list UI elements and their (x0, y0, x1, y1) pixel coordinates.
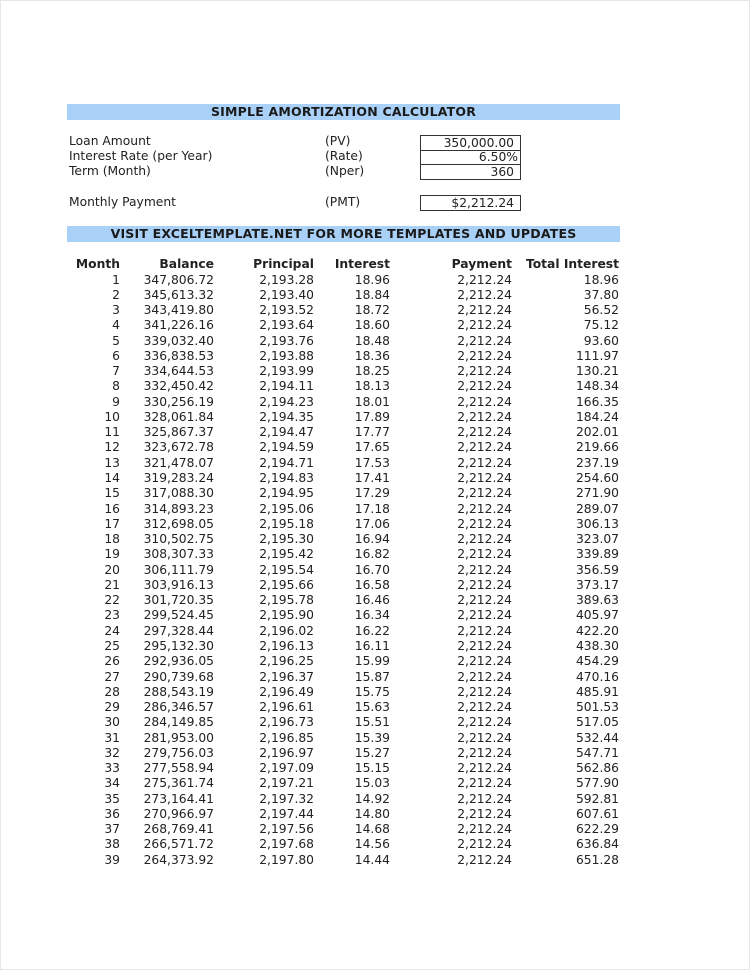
table-row (0, 364, 750, 379)
title-banner: SIMPLE AMORTIZATION CALCULATOR (67, 104, 620, 120)
cell-total-interest: 470.16 (575, 669, 619, 684)
cell-interest: 16.46 (354, 593, 390, 608)
cell-principal: 2,196.61 (259, 700, 314, 715)
cell-interest: 16.82 (354, 547, 390, 562)
cell-interest: 15.15 (354, 761, 390, 776)
cell-balance: 332,450.42 (143, 379, 214, 394)
cell-principal: 2,196.97 (259, 745, 314, 760)
cell-payment: 2,212.24 (457, 776, 512, 791)
cell-interest: 14.44 (354, 852, 390, 867)
cell-month: 29 (104, 700, 120, 715)
cell-month: 28 (104, 684, 120, 699)
cell-total-interest: 111.97 (575, 348, 619, 363)
cell-payment: 2,212.24 (457, 638, 512, 653)
cell-balance: 328,061.84 (143, 409, 214, 424)
cell-interest: 17.53 (354, 455, 390, 470)
table-row (0, 379, 750, 394)
table-row (0, 318, 750, 333)
cell-payment: 2,212.24 (457, 532, 512, 547)
cell-interest: 15.51 (354, 715, 390, 730)
cell-total-interest: 323.07 (575, 532, 619, 547)
cell-principal: 2,193.76 (259, 333, 314, 348)
cell-balance: 306,111.79 (143, 562, 214, 577)
cell-month: 27 (104, 669, 120, 684)
cell-payment: 2,212.24 (457, 654, 512, 669)
cell-total-interest: 148.34 (575, 379, 619, 394)
cell-month: 15 (104, 486, 120, 501)
table-row (0, 776, 750, 791)
cell-month: 34 (104, 776, 120, 791)
cell-payment: 2,212.24 (457, 791, 512, 806)
cell-payment: 2,212.24 (457, 577, 512, 592)
table-row (0, 715, 750, 730)
cell-balance: 299,524.45 (143, 608, 214, 623)
cell-interest: 15.87 (354, 669, 390, 684)
cell-total-interest: 130.21 (575, 364, 619, 379)
cell-principal: 2,197.32 (259, 791, 314, 806)
cell-total-interest: 93.60 (583, 333, 619, 348)
cell-interest: 15.99 (354, 654, 390, 669)
cell-total-interest: 636.84 (575, 837, 619, 852)
interest-rate-value: 6.50% (478, 150, 518, 164)
cell-balance: 279,756.03 (143, 745, 214, 760)
cell-month: 25 (104, 638, 120, 653)
cell-principal: 2,195.90 (259, 608, 314, 623)
cell-payment: 2,212.24 (457, 669, 512, 684)
cell-payment: 2,212.24 (457, 318, 512, 333)
cell-total-interest: 271.90 (575, 486, 619, 501)
cell-principal: 2,195.78 (259, 593, 314, 608)
cell-payment: 2,212.24 (457, 455, 512, 470)
cell-total-interest: 651.28 (575, 852, 619, 867)
cell-interest: 16.22 (354, 623, 390, 638)
cell-month: 37 (104, 822, 120, 837)
cell-total-interest: 532.44 (575, 730, 619, 745)
term-code: (Nper) (325, 164, 365, 178)
table-row (0, 746, 750, 761)
cell-principal: 2,193.99 (259, 364, 314, 379)
table-row (0, 334, 750, 349)
cell-month: 35 (104, 791, 120, 806)
cell-payment: 2,212.24 (457, 730, 512, 745)
promo-banner[interactable]: VISIT EXCELTEMPLATE.NET FOR MORE TEMPLATES AND UPDATES (67, 226, 620, 242)
cell-principal: 2,195.18 (259, 516, 314, 531)
cell-payment: 2,212.24 (457, 852, 512, 867)
cell-month: 23 (104, 608, 120, 623)
table-row (0, 639, 750, 654)
cell-payment: 2,212.24 (457, 303, 512, 318)
cell-balance: 281,953.00 (143, 730, 214, 745)
cell-payment: 2,212.24 (457, 486, 512, 501)
cell-principal: 2,194.71 (259, 455, 314, 470)
table-row (0, 578, 750, 593)
cell-balance: 295,132.30 (143, 638, 214, 653)
table-row (0, 288, 750, 303)
cell-month: 38 (104, 837, 120, 852)
cell-payment: 2,212.24 (457, 348, 512, 363)
monthly-payment-value: $2,212.24 (451, 196, 514, 210)
header-interest: Interest (334, 257, 390, 271)
cell-month: 18 (104, 532, 120, 547)
table-row (0, 532, 750, 547)
cell-interest: 15.39 (354, 730, 390, 745)
cell-payment: 2,212.24 (457, 822, 512, 837)
cell-principal: 2,196.37 (259, 669, 314, 684)
table-row (0, 395, 750, 410)
cell-month: 32 (104, 745, 120, 760)
cell-principal: 2,196.02 (259, 623, 314, 638)
table-row (0, 822, 750, 837)
table-row (0, 517, 750, 532)
cell-principal: 2,194.47 (259, 425, 314, 440)
cell-month: 13 (104, 455, 120, 470)
cell-principal: 2,197.68 (259, 837, 314, 852)
table-row (0, 456, 750, 471)
cell-month: 3 (112, 303, 120, 318)
cell-total-interest: 219.66 (575, 440, 619, 455)
cell-payment: 2,212.24 (457, 806, 512, 821)
cell-balance: 273,164.41 (143, 791, 214, 806)
cell-payment: 2,212.24 (457, 501, 512, 516)
cell-total-interest: 622.29 (575, 822, 619, 837)
cell-month: 22 (104, 593, 120, 608)
cell-payment: 2,212.24 (457, 593, 512, 608)
cell-balance: 345,613.32 (143, 287, 214, 302)
cell-total-interest: 18.96 (583, 272, 619, 287)
cell-principal: 2,197.44 (259, 806, 314, 821)
header-month: Month (75, 257, 120, 271)
cell-principal: 2,197.56 (259, 822, 314, 837)
cell-month: 21 (104, 577, 120, 592)
table-row (0, 731, 750, 746)
cell-balance: 325,867.37 (143, 425, 214, 440)
cell-balance: 343,419.80 (143, 303, 214, 318)
cell-interest: 16.58 (354, 577, 390, 592)
term-label: Term (Month) (69, 164, 151, 178)
loan-amount-input[interactable] (420, 135, 521, 151)
cell-total-interest: 237.19 (575, 455, 619, 470)
cell-payment: 2,212.24 (457, 425, 512, 440)
interest-rate-code: (Rate) (325, 149, 363, 163)
cell-month: 5 (112, 333, 120, 348)
cell-payment: 2,212.24 (457, 715, 512, 730)
cell-month: 20 (104, 562, 120, 577)
cell-payment: 2,212.24 (457, 684, 512, 699)
cell-interest: 17.89 (354, 409, 390, 424)
cell-interest: 17.41 (354, 471, 390, 485)
table-row (0, 761, 750, 776)
cell-month: 8 (112, 379, 120, 394)
loan-amount-value: 350,000.00 (443, 136, 514, 150)
cell-balance: 297,328.44 (143, 623, 214, 638)
cell-principal: 2,195.30 (259, 532, 314, 547)
cell-balance: 334,644.53 (143, 364, 214, 379)
cell-payment: 2,212.24 (457, 837, 512, 852)
cell-payment: 2,212.24 (457, 364, 512, 379)
cell-month: 36 (104, 806, 120, 821)
cell-principal: 2,195.66 (259, 577, 314, 592)
cell-month: 1 (112, 272, 120, 287)
cell-interest: 18.96 (354, 272, 390, 287)
cell-balance: 347,806.72 (143, 272, 214, 287)
cell-interest: 15.75 (354, 684, 390, 699)
cell-total-interest: 306.13 (575, 516, 619, 531)
cell-balance: 286,346.57 (143, 700, 214, 715)
cell-payment: 2,212.24 (457, 700, 512, 715)
table-row (0, 700, 750, 715)
cell-total-interest: 166.35 (575, 394, 619, 409)
cell-balance: 330,256.19 (143, 394, 214, 409)
cell-interest: 16.34 (354, 608, 390, 623)
cell-total-interest: 356.59 (575, 562, 619, 577)
cell-principal: 2,197.21 (259, 776, 314, 791)
interest-rate-label: Interest Rate (per Year) (69, 149, 213, 163)
cell-month: 2 (112, 287, 120, 302)
cell-month: 17 (104, 516, 120, 531)
interest-rate-input[interactable] (420, 150, 521, 165)
cell-payment: 2,212.24 (457, 333, 512, 348)
cell-month: 19 (104, 547, 120, 562)
cell-balance: 339,032.40 (143, 333, 214, 348)
table-row (0, 792, 750, 807)
term-value: 360 (490, 165, 514, 179)
cell-balance: 323,672.78 (143, 440, 214, 455)
cell-total-interest: 562.86 (575, 761, 619, 776)
table-row (0, 273, 750, 288)
cell-total-interest: 592.81 (575, 791, 619, 806)
cell-balance: 310,502.75 (143, 532, 214, 547)
cell-balance: 290,739.68 (143, 669, 214, 684)
table-row (0, 547, 750, 562)
cell-payment: 2,212.24 (457, 394, 512, 409)
header-balance: Balance (159, 257, 214, 271)
cell-total-interest: 339.89 (575, 547, 619, 562)
cell-balance: 277,558.94 (143, 761, 214, 776)
header-total-interest: Total Interest (525, 257, 619, 271)
cell-principal: 2,193.28 (259, 272, 314, 287)
cell-total-interest: 254.60 (575, 471, 619, 485)
monthly-payment-code: (PMT) (325, 195, 361, 209)
cell-interest: 18.84 (354, 287, 390, 302)
cell-total-interest: 56.52 (583, 303, 619, 318)
table-row (0, 486, 750, 501)
cell-principal: 2,195.06 (259, 501, 314, 516)
cell-balance: 292,936.05 (143, 654, 214, 669)
cell-total-interest: 454.29 (575, 654, 619, 669)
cell-balance: 264,373.92 (143, 852, 214, 867)
cell-total-interest: 501.53 (575, 700, 619, 715)
cell-balance: 275,361.74 (143, 776, 214, 791)
cell-interest: 15.27 (354, 745, 390, 760)
cell-interest: 14.92 (354, 791, 390, 806)
cell-payment: 2,212.24 (457, 745, 512, 760)
table-row (0, 670, 750, 685)
cell-interest: 18.25 (354, 364, 390, 379)
cell-balance: 268,769.41 (143, 822, 214, 837)
cell-total-interest: 405.97 (575, 608, 619, 623)
table-row (0, 303, 750, 318)
cell-balance: 284,149.85 (143, 715, 214, 730)
loan-amount-label: Loan Amount (69, 134, 151, 148)
cell-month: 9 (112, 394, 120, 409)
cell-total-interest: 373.17 (575, 577, 619, 592)
cell-month: 30 (104, 715, 120, 730)
cell-interest: 14.68 (354, 822, 390, 837)
cell-payment: 2,212.24 (457, 608, 512, 623)
cell-month: 4 (112, 318, 120, 333)
cell-principal: 2,194.83 (259, 471, 314, 485)
cell-principal: 2,196.85 (259, 730, 314, 745)
cell-balance: 319,283.24 (143, 471, 214, 485)
cell-interest: 18.13 (354, 379, 390, 394)
cell-principal: 2,194.95 (259, 486, 314, 501)
cell-interest: 17.18 (354, 501, 390, 516)
cell-interest: 18.48 (354, 333, 390, 348)
cell-balance: 308,307.33 (143, 547, 214, 562)
cell-principal: 2,197.80 (259, 852, 314, 867)
cell-month: 7 (112, 364, 120, 379)
cell-interest: 14.80 (354, 806, 390, 821)
cell-interest: 17.65 (354, 440, 390, 455)
cell-total-interest: 438.30 (575, 638, 619, 653)
cell-payment: 2,212.24 (457, 562, 512, 577)
cell-month: 14 (104, 471, 120, 485)
cell-principal: 2,197.09 (259, 761, 314, 776)
cell-total-interest: 547.71 (575, 745, 619, 760)
cell-total-interest: 37.80 (583, 287, 619, 302)
cell-payment: 2,212.24 (457, 287, 512, 302)
cell-principal: 2,196.49 (259, 684, 314, 699)
cell-month: 11 (104, 425, 120, 440)
monthly-payment-label: Monthly Payment (69, 195, 176, 209)
cell-interest: 14.56 (354, 837, 390, 852)
cell-principal: 2,193.40 (259, 287, 314, 302)
cell-balance: 312,698.05 (143, 516, 214, 531)
cell-month: 12 (104, 440, 120, 455)
cell-payment: 2,212.24 (457, 440, 512, 455)
cell-interest: 17.29 (354, 486, 390, 501)
cell-total-interest: 202.01 (575, 425, 619, 440)
cell-month: 6 (112, 348, 120, 363)
table-row (0, 425, 750, 440)
cell-balance: 314,893.23 (143, 501, 214, 516)
cell-balance: 317,088.30 (143, 486, 214, 501)
cell-balance: 321,478.07 (143, 455, 214, 470)
cell-interest: 17.06 (354, 516, 390, 531)
cell-total-interest: 289.07 (575, 501, 619, 516)
cell-payment: 2,212.24 (457, 547, 512, 562)
cell-month: 26 (104, 654, 120, 669)
cell-payment: 2,212.24 (457, 516, 512, 531)
cell-principal: 2,194.11 (259, 379, 314, 394)
table-row (0, 563, 750, 578)
table-row (0, 502, 750, 517)
cell-total-interest: 607.61 (575, 806, 619, 821)
cell-interest: 16.70 (354, 562, 390, 577)
cell-total-interest: 184.24 (575, 409, 619, 424)
cell-total-interest: 485.91 (575, 684, 619, 699)
cell-balance: 288,543.19 (143, 684, 214, 699)
table-row (0, 410, 750, 425)
cell-month: 16 (104, 501, 120, 516)
table-row (0, 853, 750, 868)
cell-payment: 2,212.24 (457, 272, 512, 287)
table-row (0, 440, 750, 455)
cell-month: 10 (104, 409, 120, 424)
cell-principal: 2,196.25 (259, 654, 314, 669)
table-row (0, 654, 750, 669)
table-row (0, 837, 750, 852)
cell-principal: 2,193.52 (259, 303, 314, 318)
header-payment: Payment (451, 257, 512, 271)
cell-interest: 18.60 (354, 318, 390, 333)
cell-principal: 2,193.88 (259, 348, 314, 363)
cell-interest: 17.77 (354, 425, 390, 440)
table-row (0, 608, 750, 623)
cell-payment: 2,212.24 (457, 471, 512, 485)
monthly-payment-output (420, 195, 521, 211)
table-row (0, 593, 750, 608)
cell-payment: 2,212.24 (457, 379, 512, 394)
cell-interest: 18.01 (354, 394, 390, 409)
table-row (0, 685, 750, 700)
cell-principal: 2,194.23 (259, 394, 314, 409)
cell-month: 33 (104, 761, 120, 776)
term-input[interactable] (420, 165, 521, 180)
cell-month: 31 (104, 730, 120, 745)
cell-principal: 2,194.35 (259, 409, 314, 424)
table-row (0, 471, 750, 486)
cell-balance: 301,720.35 (143, 593, 214, 608)
cell-balance: 336,838.53 (143, 348, 214, 363)
cell-interest: 18.36 (354, 348, 390, 363)
cell-interest: 18.72 (354, 303, 390, 318)
cell-principal: 2,193.64 (259, 318, 314, 333)
cell-balance: 303,916.13 (143, 577, 214, 592)
cell-payment: 2,212.24 (457, 409, 512, 424)
cell-balance: 341,226.16 (143, 318, 214, 333)
table-row (0, 807, 750, 822)
cell-month: 39 (104, 852, 120, 867)
cell-principal: 2,195.42 (259, 547, 314, 562)
cell-principal: 2,195.54 (259, 562, 314, 577)
cell-payment: 2,212.24 (457, 761, 512, 776)
cell-balance: 266,571.72 (143, 837, 214, 852)
cell-principal: 2,194.59 (259, 440, 314, 455)
cell-total-interest: 577.90 (575, 776, 619, 791)
table-row (0, 624, 750, 639)
loan-amount-code: (PV) (325, 134, 351, 148)
cell-interest: 16.94 (354, 532, 390, 547)
cell-payment: 2,212.24 (457, 623, 512, 638)
cell-interest: 15.03 (354, 776, 390, 791)
cell-interest: 15.63 (354, 700, 390, 715)
cell-total-interest: 517.05 (575, 715, 619, 730)
cell-total-interest: 389.63 (575, 593, 619, 608)
cell-principal: 2,196.13 (259, 638, 314, 653)
cell-principal: 2,196.73 (259, 715, 314, 730)
table-row (0, 349, 750, 364)
cell-total-interest: 422.20 (575, 623, 619, 638)
cell-total-interest: 75.12 (583, 318, 619, 333)
cell-balance: 270,966.97 (143, 806, 214, 821)
cell-month: 24 (104, 623, 120, 638)
header-principal: Principal (253, 257, 314, 271)
cell-interest: 16.11 (354, 638, 390, 653)
